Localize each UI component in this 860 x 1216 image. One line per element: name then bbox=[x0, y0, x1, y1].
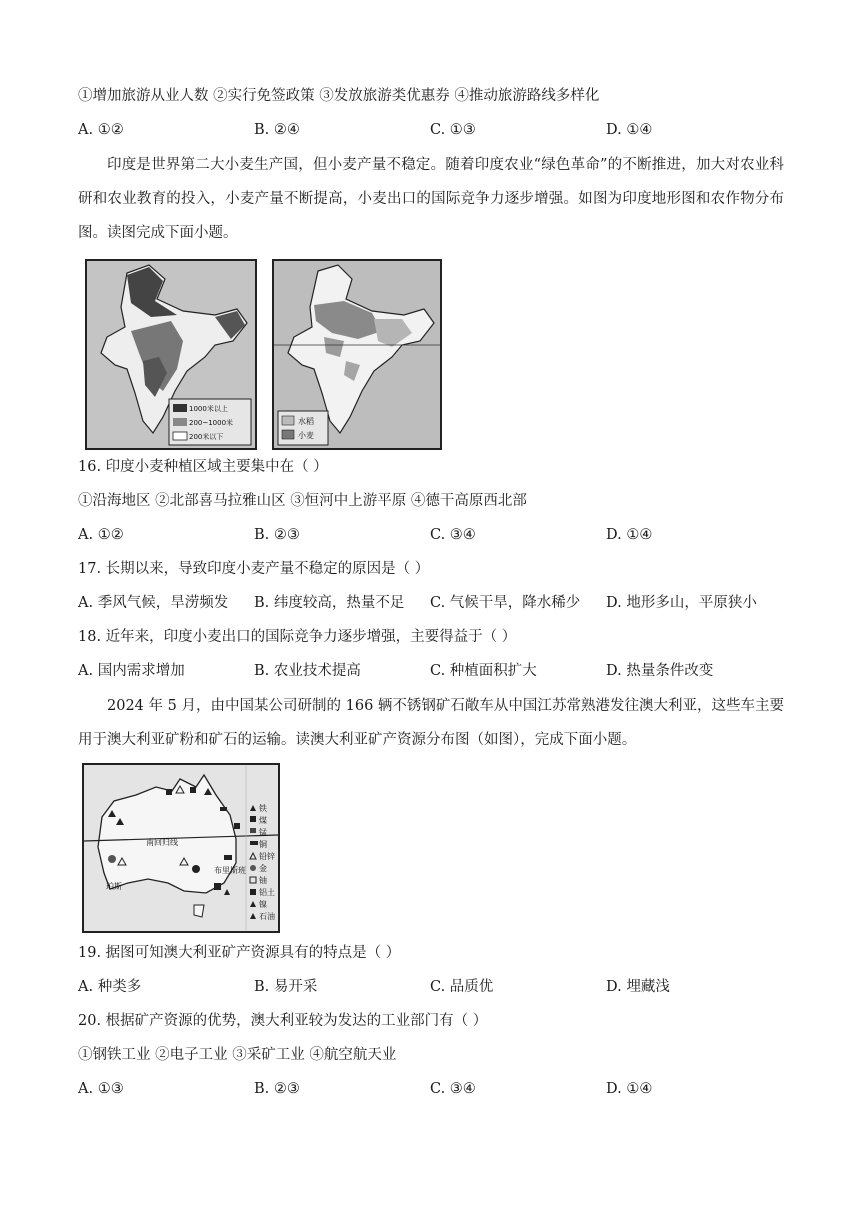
question-20-items: ①钢铁工业 ②电子工业 ③采矿工业 ④航空航天业 bbox=[78, 1047, 397, 1063]
q19-option-a[interactable]: A. 种类多 bbox=[78, 979, 142, 995]
legend-label-high: 1000米以上 bbox=[189, 405, 228, 413]
legend-gold: 金 bbox=[259, 864, 267, 873]
option-d[interactable]: D. ①④ bbox=[606, 122, 653, 138]
question-items: ①增加旅游从业人数 ②实行免签政策 ③发放旅游类优惠券 ④推动旅游路线多样化 bbox=[78, 88, 600, 104]
q16-option-b[interactable]: B. ②③ bbox=[254, 527, 300, 543]
q19-option-b[interactable]: B. 易开采 bbox=[254, 979, 318, 995]
legend-label-low: 200米以下 bbox=[189, 433, 224, 441]
legend-lead-zinc: 铅锌 bbox=[259, 852, 275, 861]
q16-option-d[interactable]: D. ①④ bbox=[606, 527, 653, 543]
q18-option-b[interactable]: B. 农业技术提高 bbox=[254, 663, 361, 679]
india-crop-map bbox=[272, 259, 442, 450]
legend-iron: 铁 bbox=[259, 804, 267, 813]
question-16-stem: 16. 印度小麦种植区域主要集中在（ ） bbox=[78, 459, 328, 475]
q16-option-a[interactable]: A. ①② bbox=[78, 527, 124, 543]
legend-bauxite: 铝土 bbox=[259, 888, 275, 897]
perth-label: 珀斯 bbox=[106, 882, 122, 891]
q17-option-c[interactable]: C. 气候干旱，降水稀少 bbox=[430, 595, 581, 611]
option-b[interactable]: B. ②④ bbox=[254, 122, 300, 138]
q20-option-d[interactable]: D. ①④ bbox=[606, 1081, 653, 1097]
question-18-stem: 18. 近年来，印度小麦出口的国际竞争力逐步增强，主要得益于（ ） bbox=[78, 629, 517, 645]
legend-manganese: 锰 bbox=[259, 828, 267, 837]
india-intro-paragraph: 印度是世界第二大小麦生产国，但小麦产量不稳定。随着印度农业“绿色革命”的不断推进，加大对农业科研和农业教育的投入，小麦产量不断提高，小麦出口的国际竞争力逐步增强。如图为印度地形图和农作物分布图。读图完成下面小题。 bbox=[78, 157, 784, 241]
legend-label-wheat: 小麦 bbox=[298, 431, 314, 440]
q19-option-c[interactable]: C. 品质优 bbox=[430, 979, 494, 995]
q18-option-a[interactable]: A. 国内需求增加 bbox=[78, 663, 185, 679]
question-20-stem: 20. 根据矿产资源的优势，澳大利亚较为发达的工业部门有（ ） bbox=[78, 1013, 488, 1029]
brisbane-label: 布里斯班 bbox=[214, 866, 246, 875]
q18-option-c[interactable]: C. 种植面积扩大 bbox=[430, 663, 537, 679]
legend-nickel: 镍 bbox=[259, 900, 267, 909]
q20-option-a[interactable]: A. ①③ bbox=[78, 1081, 124, 1097]
legend-copper: 铜 bbox=[259, 840, 267, 849]
legend-label-mid: 200~1000米 bbox=[189, 419, 234, 427]
question-16-items: ①沿海地区 ②北部喜马拉雅山区 ③恒河中上游平原 ④德干高原西北部 bbox=[78, 493, 527, 509]
q19-option-d[interactable]: D. 埋藏浅 bbox=[606, 979, 670, 995]
q17-option-a[interactable]: A. 季风气候，旱涝频发 bbox=[78, 595, 229, 611]
tropic-label: 南回归线 bbox=[146, 838, 178, 847]
legend-coal: 煤 bbox=[259, 816, 267, 825]
option-a[interactable]: A. ①② bbox=[78, 122, 124, 138]
q18-option-d[interactable]: D. 热量条件改变 bbox=[606, 663, 714, 679]
australia-mineral-map bbox=[82, 763, 280, 933]
q16-option-c[interactable]: C. ③④ bbox=[430, 527, 476, 543]
q17-option-b[interactable]: B. 纬度较高，热量不足 bbox=[254, 595, 405, 611]
question-19-stem: 19. 据图可知澳大利亚矿产资源具有的特点是（ ） bbox=[78, 945, 401, 961]
australia-intro-paragraph: 2024 年 5 月，由中国某公司研制的 166 辆不锈钢矿石敞车从中国江苏常熟港发往澳大利亚，这些车主要用于澳大利亚矿粉和矿石的运输。读澳大利亚矿产资源分布图（如图），完成下面小题。 bbox=[78, 698, 784, 748]
legend-label-rice: 水稻 bbox=[298, 417, 314, 426]
legend-oil: 石油 bbox=[259, 912, 275, 921]
legend-uranium: 铀 bbox=[259, 876, 267, 885]
q20-option-b[interactable]: B. ②③ bbox=[254, 1081, 300, 1097]
q20-option-c[interactable]: C. ③④ bbox=[430, 1081, 476, 1097]
option-c[interactable]: C. ①③ bbox=[430, 122, 476, 138]
india-terrain-map bbox=[85, 259, 257, 450]
q17-option-d[interactable]: D. 地形多山，平原狭小 bbox=[606, 595, 757, 611]
question-17-stem: 17. 长期以来，导致印度小麦产量不稳定的原因是（ ） bbox=[78, 561, 430, 577]
